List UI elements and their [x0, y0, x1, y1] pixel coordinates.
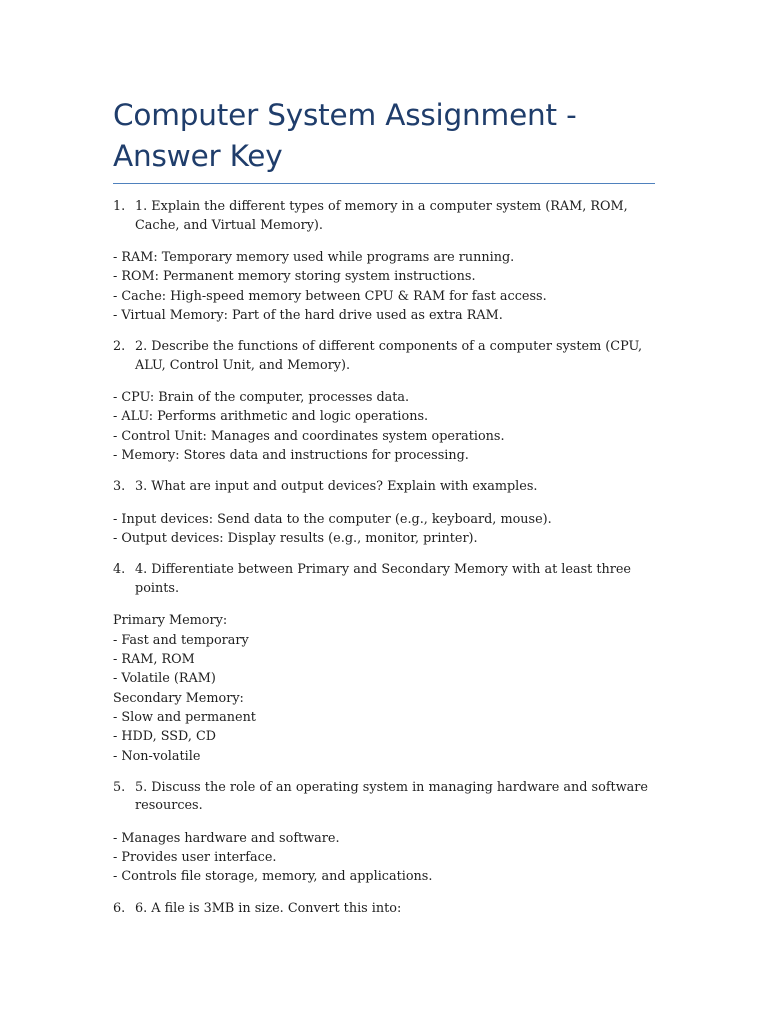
question-4 — [113, 561, 655, 598]
answer-line: - Memory: Stores data and instructions for processing. — [113, 448, 469, 464]
answer-line: - Fast and temporary — [113, 632, 249, 648]
answer-line: - Control Unit: Manages and coordinates system operations. — [113, 428, 505, 444]
question-text: 1. Explain the different types of memory in a computer system (RAM, ROM, Cache, and Virtual Memory). — [135, 199, 628, 233]
question-text: 5. Discuss the role of an operating system in managing hardware and software resources. — [135, 779, 648, 814]
answer-line: - Provides user interface. — [113, 850, 277, 866]
answer-line: - Volatile (RAM) — [113, 671, 216, 687]
question-3 — [113, 478, 655, 497]
answer-line: - RAM: Temporary memory used while programs are running. — [113, 250, 515, 265]
document-page — [113, 95, 655, 931]
answer-5 — [113, 829, 655, 887]
answer-line: - Controls file storage, memory, and applications. — [113, 869, 433, 885]
answer-line: - Non-volatile — [113, 748, 201, 764]
question-number: 4. — [113, 562, 126, 578]
answer-3 — [113, 510, 655, 549]
question-text: 4. Differentiate between Primary and Secondary Memory with at least three points. — [135, 562, 631, 596]
question-text: 3. What are input and output devices? Explain with examples. — [135, 479, 538, 495]
question-text: 6. A file is 3MB in size. Convert this into: — [135, 900, 402, 916]
question-number: 5. — [113, 779, 126, 795]
question-text: 2. Describe the functions of different components of a computer system (CPU, ALU, Control Unit, and Memory). — [135, 339, 643, 373]
question-2 — [113, 338, 655, 375]
answer-line: - RAM, ROM — [113, 652, 195, 668]
answer-line: - Output devices: Display results (e.g., monitor, printer). — [113, 531, 478, 547]
answer-line: Primary Memory: — [113, 613, 228, 629]
document-title: Computer System Assignment - Answer Key — [113, 98, 577, 173]
question-number: 2. — [113, 339, 126, 355]
answer-line: - ROM: Permanent memory storing system instructions. — [113, 269, 476, 285]
question-5 — [113, 779, 655, 816]
answer-line: - ALU: Performs arithmetic and logic operations. — [113, 409, 429, 425]
question-number: 3. — [113, 479, 126, 495]
question-1 — [113, 198, 655, 235]
question-number: 6. — [113, 900, 126, 916]
answer-line: - HDD, SSD, CD — [113, 729, 217, 745]
answer-2 — [113, 388, 655, 465]
answer-line: - Cache: High-speed memory between CPU & RAM for fast access. — [113, 288, 547, 304]
answer-line: - Virtual Memory: Part of the hard drive used as extra RAM. — [113, 307, 503, 323]
answer-line: - Slow and permanent — [113, 709, 256, 725]
answer-1 — [113, 248, 655, 325]
answer-4 — [113, 611, 655, 765]
answer-line: - Input devices: Send data to the computer (e.g., keyboard, mouse). — [113, 511, 552, 527]
answer-line: Secondary Memory: — [113, 690, 244, 706]
question-6 — [113, 900, 655, 919]
title-divider — [113, 183, 655, 184]
answer-line: - CPU: Brain of the computer, processes data. — [113, 390, 410, 406]
answer-line: - Manages hardware and software. — [113, 830, 340, 846]
question-number: 1. — [113, 199, 126, 214]
